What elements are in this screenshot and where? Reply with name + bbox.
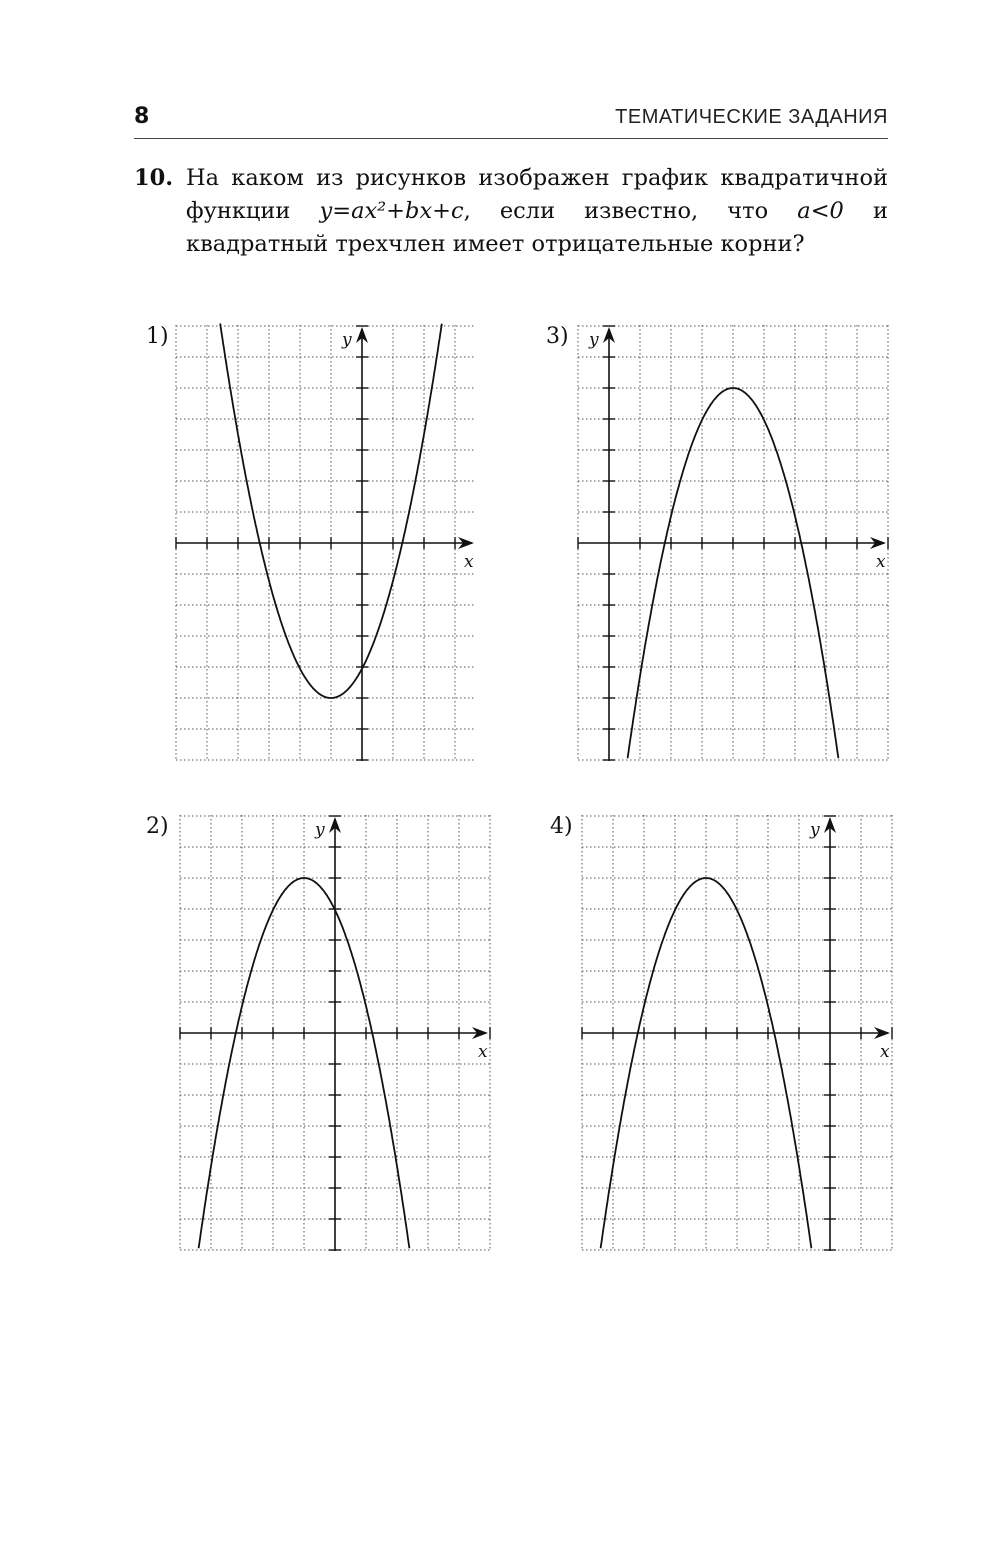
statement-part-2: , если известно, что [463, 198, 798, 224]
y-axis-label: y [810, 820, 820, 840]
graph-label-1: 1) [146, 324, 169, 349]
x-axis-label: x [464, 552, 474, 572]
graph-3 [578, 325, 888, 761]
graph-1 [176, 325, 476, 761]
coefficient-condition: a<0 [797, 198, 844, 224]
problem-statement [186, 162, 888, 261]
graph-label-2: 2) [146, 814, 169, 839]
page-header [134, 104, 888, 139]
statement-part-1: На каком из рисунков изображен график квадратичной функции [186, 165, 888, 224]
x-axis-label: x [478, 1042, 488, 1062]
y-axis-label: y [342, 330, 352, 350]
x-axis-label: x [880, 1042, 890, 1062]
function-formula: y=ax²+bx+c [319, 198, 464, 224]
problem-number: 10. [134, 165, 174, 191]
graph-4 [582, 815, 892, 1251]
page-number: 8 [134, 104, 150, 129]
graph-label-4: 4) [550, 814, 573, 839]
statement-part-3: и квадратный трехчлен имеет отрицательные корни? [186, 198, 888, 257]
x-axis-label: x [876, 552, 886, 572]
graph-2 [180, 815, 490, 1251]
running-head: ТЕМАТИЧЕСКИЕ ЗАДАНИЯ [615, 106, 888, 128]
y-axis-label: y [315, 820, 325, 840]
y-axis-label: y [589, 330, 599, 350]
graph-label-3: 3) [546, 324, 569, 349]
